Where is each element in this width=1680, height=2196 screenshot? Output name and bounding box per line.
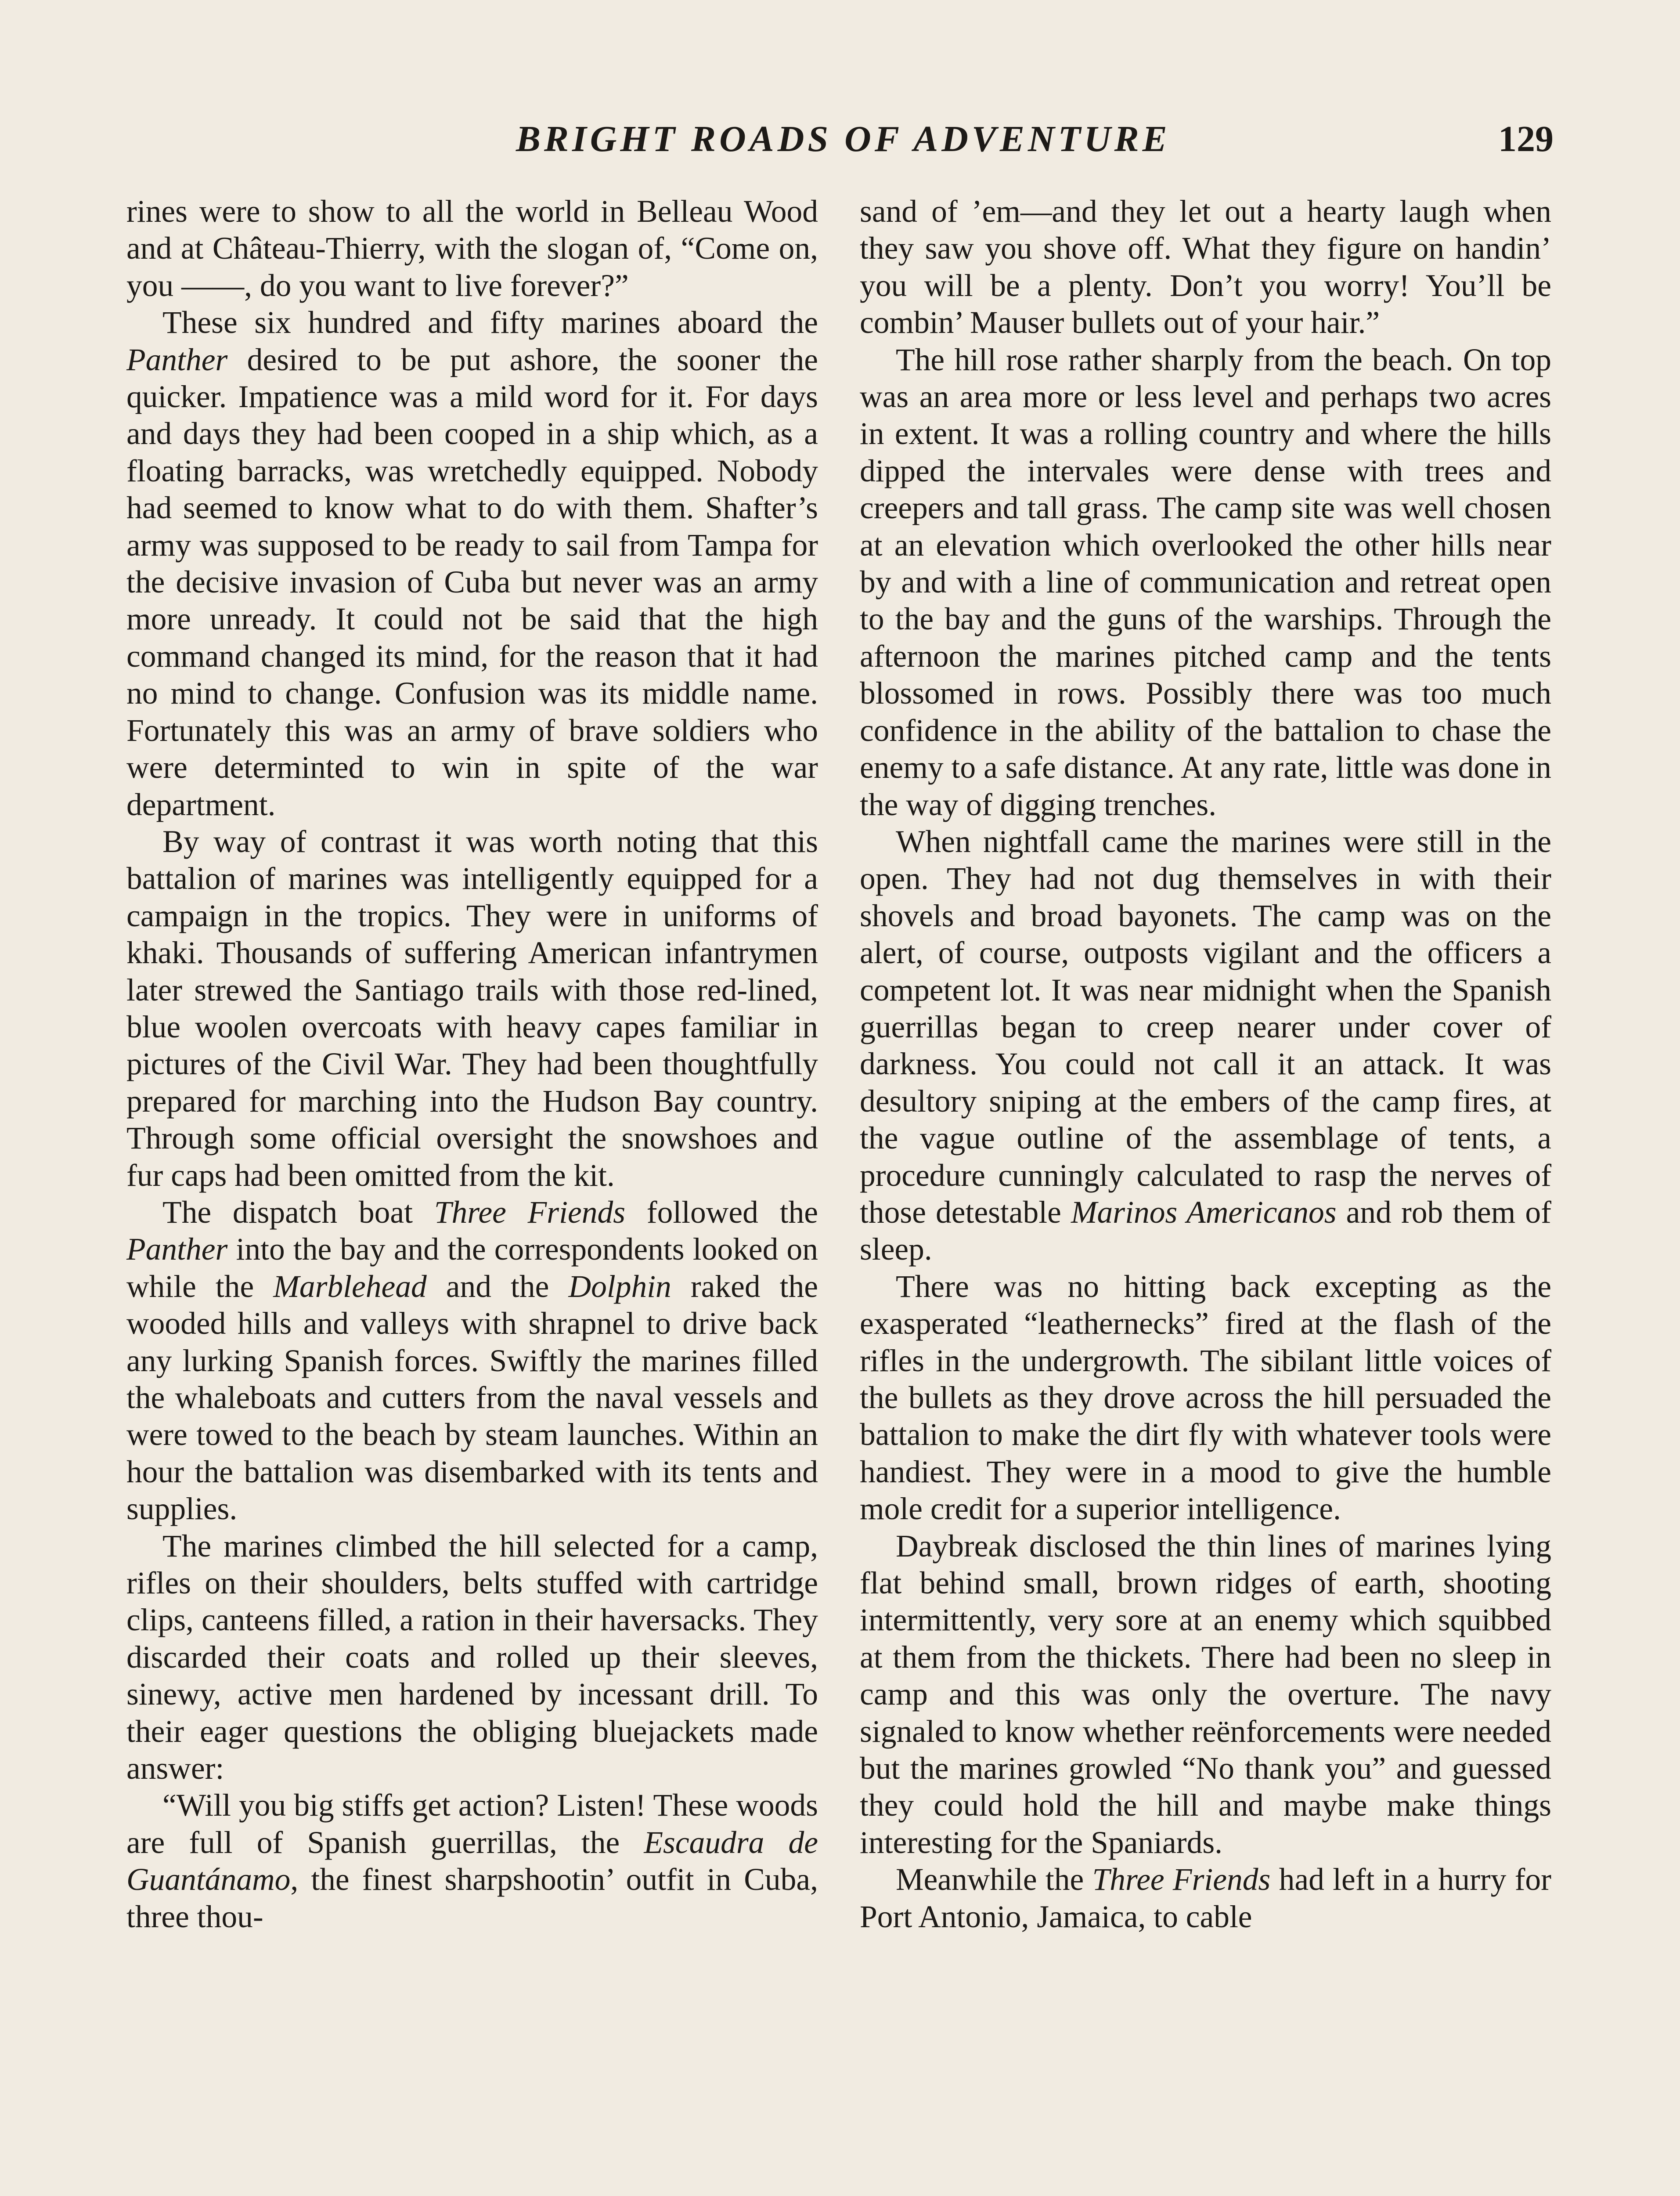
left-column [126,193,818,1936]
paragraph: Meanwhile the Three Friends had left in a hurry for Port Antonio, Jamaica, to cable [860,1862,1551,1934]
paragraph: These six hundred and fifty marines aboard the Panther desired to be put ashore, the sooner the quicker. Impatience was a mild word for it. For days and days they had been cooped in a ship which, as a floating barracks, was wretchedly equipped. Nobody had seemed to know what to do with them. Shafter’s army was supposed to be ready to sail from Tampa for the decisive invasion of Cuba but never was an army more unready. It could not be said that the high command changed its mind, for the reason that it had no mind to change. Confusion was its middle name. Fortunately this was an army of brave soldiers who were determinted to win in spite of the war department. [126,305,818,822]
paragraph: The hill rose rather sharply from the beach. On top was an area more or less level and perhaps two acres in extent. It was a rolling country and where the hills dipped the intervales were dense with trees and creepers and tall grass. The camp site was well chosen at an elevation which overlooked the other hills near by and with a line of communication and retreat open to the bay and the guns of the warships. Through the afternoon the marines pitched camp and the tents blossomed in rows. Possibly there was too much confidence in the ability of the battalion to chase the enemy to a safe distance. At any rate, little was done in the way of digging trenches. [860,342,1551,822]
paragraph: Daybreak disclosed the thin lines of marines lying flat behind small, brown ridges of earth, shooting intermittently, very sore at an enemy which squibbed at them from the thickets. There had been no sleep in camp and this was only the overture. The navy signaled to know whether reënforcements were needed but the marines growled “No thank you” and guessed they could hold the hill and maybe make things interesting for the Spaniards. [860,1528,1551,1860]
paragraph: There was no hitting back excepting as the exasperated “leathernecks” fired at the flash of the rifles in the undergrowth. The sibilant little voices of the bullets as they drove across the hill persuaded the battalion to make the dirt fly with whatever tools were handiest. They were in a mood to give the humble mole credit for a superior intelligence. [860,1269,1551,1527]
running-header [0,118,1680,166]
paragraph: By way of contrast it was worth noting that this battalion of marines was intelligently equipped for a campaign in the tropics. They were in uniforms of khaki. Thousands of suffering American infantrymen later strewed the Santiago trails with those red-lined, blue woolen overcoats with heavy capes familiar in pictures of the Civil War. They had been thoughtfully prepared for marching into the Hudson Bay country. Through some official oversight the snowshoes and fur caps had been omitted from the kit. [126,824,818,1193]
paragraph: The marines climbed the hill selected for a camp, rifles on their shoulders, belts stuffed with cartridge clips, canteens filled, a ration in their haversacks. They discarded their coats and rolled up their sleeves, sinewy, active men hardened by incessant drill. To their eager questions the obliging bluejackets made answer: [126,1528,818,1786]
page-number: 129 [1498,119,1554,159]
running-title: BRIGHT ROADS OF ADVENTURE [516,119,1171,159]
right-column [860,193,1551,1936]
paragraph: When nightfall came the marines were still in the open. They had not dug themselves in with their shovels and broad bayonets. The camp was on the alert, of course, outposts vigilant and the officers a competent lot. It was near midnight when the Spanish guerrillas began to creep nearer under cover of darkness. You could not call it an attack. It was desultory sniping at the embers of the camp fires, at the vague outline of the assemblage of tents, a procedure cunningly calculated to rasp the nerves of those detestable Marinos Americanos and rob them of sleep. [860,824,1551,1267]
paragraph: “Will you big stiffs get action? Listen! These woods are full of Spanish guerrillas, the Escaudra de Guantánamo, the finest sharpshootin’ outfit in Cuba, three thou- [126,1788,818,1934]
paragraph: sand of ’em—and they let out a hearty laugh when they saw you shove off. What they figure on handin’ you will be a plenty. Don’t you worry! You’ll be combin’ Mauser bullets out of your hair.” [860,194,1551,340]
paragraph: The dispatch boat Three Friends followed the Panther into the bay and the correspondents looked on while the Marblehead and the Dolphin raked the wooded hills and valleys with shrapnel to drive back any lurking Spanish forces. Swiftly the marines filled the whaleboats and cutters from the naval vessels and were towed to the beach by steam launches. Within an hour the battalion was disembarked with its tents and supplies. [126,1195,818,1527]
paragraph: rines were to show to all the world in Belleau Wood and at Château-Thierry, with the slogan of, “Come on, you ——, do you want to live forever?” [126,194,818,303]
